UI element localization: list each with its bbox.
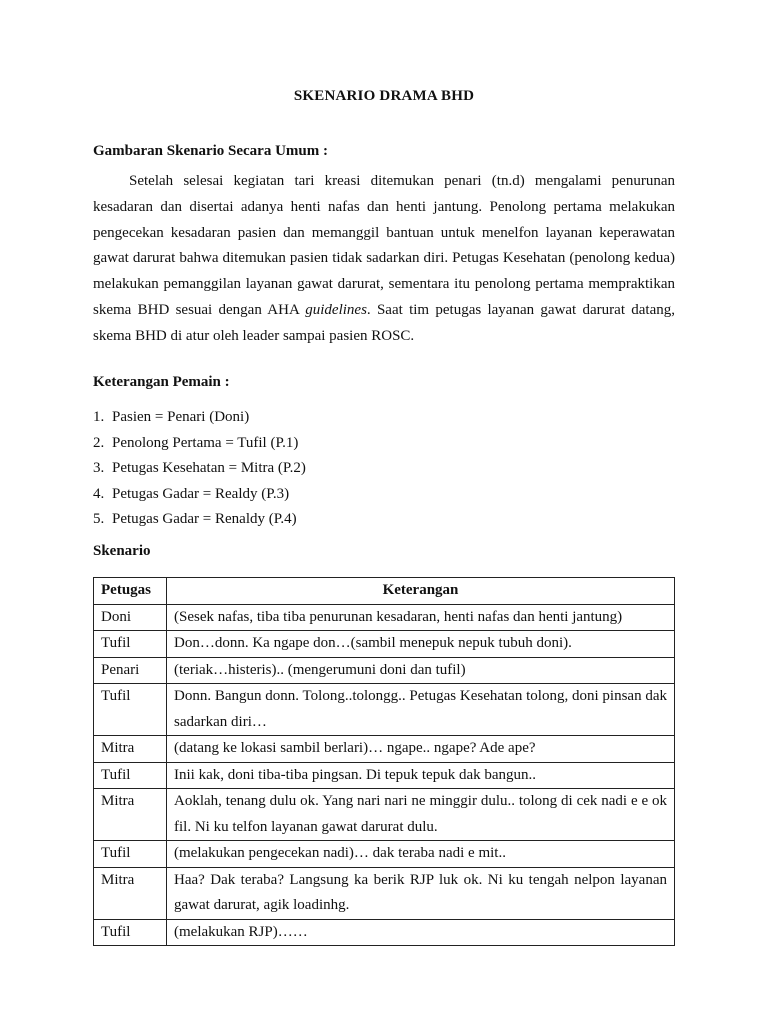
list-number: 2. — [93, 434, 105, 451]
cell-keterangan: Don…donn. Ka ngape don…(sambil menepuk nepuk tubuh doni). — [167, 631, 675, 658]
cell-petugas: Tufil — [94, 762, 167, 789]
gambaran-italic-term: guidelines — [305, 301, 367, 318]
table-row — [94, 919, 675, 946]
cell-petugas: Tufil — [94, 841, 167, 868]
table-row — [94, 657, 675, 684]
cell-petugas: Tufil — [94, 684, 167, 736]
column-header-petugas: Petugas — [94, 578, 167, 605]
list-item — [93, 507, 306, 533]
cell-petugas: Mitra — [94, 789, 167, 841]
cell-keterangan: Donn. Bangun donn. Tolong..tolongg.. Petugas Kesehatan tolong, doni pinsan dak sadarkan diri… — [167, 684, 675, 736]
list-number: 5. — [93, 511, 105, 527]
cell-keterangan: Aoklah, tenang dulu ok. Yang nari nari ne minggir dulu.. tolong di cek nadi e e ok fil. Ni ku telfon layanan gawat darurat dulu. — [167, 789, 675, 841]
gambaran-text-after: . Saat tim petugas layanan gawat darurat datang, skema BHD di atur oleh leader sampai pasien ROSC. — [93, 301, 676, 344]
gambaran-paragraph — [93, 169, 675, 350]
cell-petugas: Tufil — [94, 631, 167, 658]
list-item — [93, 431, 306, 457]
list-text: Penolong Pertama = Tufil (P.1) — [112, 434, 299, 451]
column-header-keterangan: Keterangan — [167, 578, 675, 605]
table-row — [94, 789, 675, 841]
cell-keterangan: (teriak…histeris).. (mengerumuni doni dan tufil) — [167, 657, 675, 684]
pemain-list — [93, 405, 306, 533]
table-row — [94, 841, 675, 868]
table-row — [94, 736, 675, 763]
list-number: 4. — [93, 485, 105, 502]
cell-keterangan: (datang ke lokasi sambil berlari)… ngape.. ngape? Ade ape? — [167, 736, 675, 763]
list-number: 3. — [93, 460, 105, 476]
table-row — [94, 684, 675, 736]
cell-keterangan: Inii kak, doni tiba-tiba pingsan. Di tepuk tepuk dak bangun.. — [167, 762, 675, 789]
list-number: 1. — [93, 409, 105, 425]
cell-petugas: Mitra — [94, 736, 167, 763]
list-text: Petugas Gadar = Renaldy (P.4) — [112, 511, 297, 527]
list-item — [93, 482, 306, 508]
pemain-heading: Keterangan Pemain : — [93, 374, 230, 390]
document-title: SKENARIO DRAMA BHD — [293, 88, 475, 104]
list-item — [93, 456, 306, 482]
table-row — [94, 604, 675, 631]
cell-keterangan: (melakukan RJP)…… — [167, 919, 675, 946]
cell-keterangan: (Sesek nafas, tiba tiba penurunan kesadaran, henti nafas dan henti jantung) — [167, 604, 675, 631]
gambaran-heading: Gambaran Skenario Secara Umum : — [93, 143, 328, 159]
table-header-row — [94, 578, 675, 605]
cell-keterangan: Haa? Dak teraba? Langsung ka berik RJP luk ok. Ni ku tengah nelpon layanan gawat darurat, agik loadinhg. — [167, 867, 675, 919]
cell-petugas: Doni — [94, 604, 167, 631]
table-row — [94, 631, 675, 658]
table-row — [94, 867, 675, 919]
skenario-table — [93, 577, 675, 946]
cell-keterangan: (melakukan pengecekan nadi)… dak teraba nadi e mit.. — [167, 841, 675, 868]
list-text: Pasien = Penari (Doni) — [112, 409, 250, 425]
table-row — [94, 762, 675, 789]
list-text: Petugas Gadar = Realdy (P.3) — [112, 485, 290, 502]
cell-petugas: Penari — [94, 657, 167, 684]
list-item — [93, 405, 306, 431]
gambaran-text-before: Setelah selesai kegiatan tari kreasi ditemukan penari (tn.d) mengalami penurunan kesadaran dan disertai adanya henti nafas dan henti jantung. Penolong pertama melakukan pengecekan kesadaran pasien dan memanggil bantuan untuk menelfon layanan keperawatan gawat darurat bahwa ditemukan pasien tidak sadarkan diri. Petugas Kesehatan (penolong kedua) melakukan pemanggilan layanan gawat darurat, sementara itu penolong pertama mempraktikan skema BHD sesuai dengan AHA — [93, 173, 675, 318]
list-text: Petugas Kesehatan = Mitra (P.2) — [112, 460, 306, 476]
cell-petugas: Tufil — [94, 919, 167, 946]
cell-petugas: Mitra — [94, 867, 167, 919]
skenario-heading: Skenario — [93, 543, 151, 559]
